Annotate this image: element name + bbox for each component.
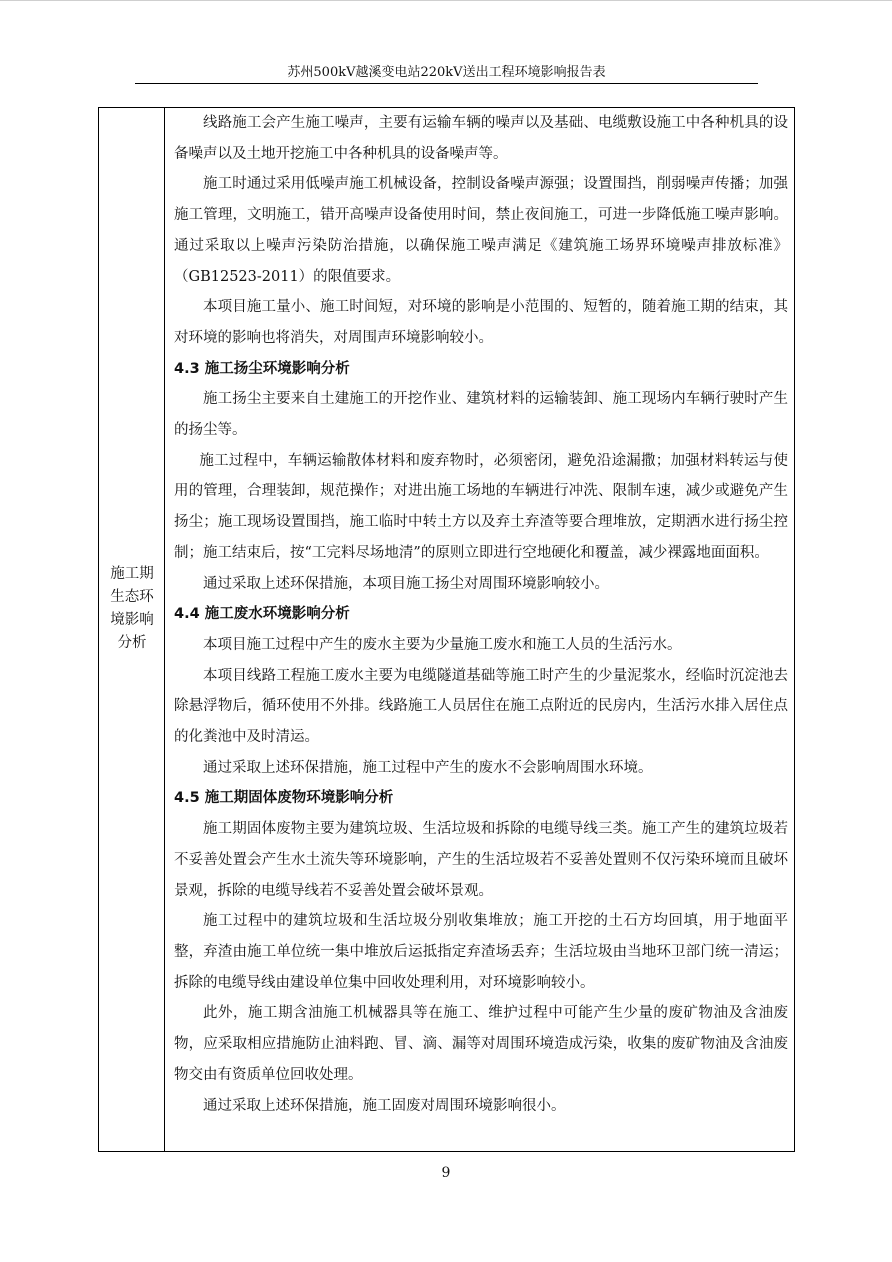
header-rule bbox=[135, 83, 758, 84]
paragraph: 本项目施工量小、施工时间短，对环境的影响是小范围的、短暂的，随着施工期的结束，其对环境的影响也将消失，对周围声环境影响较小。 bbox=[174, 299, 788, 346]
paragraph: 通过采取上述环保措施，本项目施工扬尘对周围环境影响较小。 bbox=[203, 575, 609, 592]
paragraph: 施工过程中的建筑垃圾和生活垃圾分别收集堆放；施工开挖的土石方均回填，用于地面平整，弃渣由施工单位统一集中堆放后运抵指定弃渣场丢弃；生活垃圾由当地环卫部门统一清运；拆除的电缆导线由建设单位集中回收处理利用，对环境影响较小。 bbox=[174, 913, 788, 991]
page-top-border bbox=[0, 0, 892, 1]
section-heading: 4.5 施工期固体废物环境影响分析 bbox=[174, 790, 394, 807]
paragraph: 施工期固体废物主要为建筑垃圾、生活垃圾和拆除的电缆导线三类。施工产生的建筑垃圾若不妥善处置会产生水土流失等环境影响，产生的生活垃圾若不妥善处置则不仅污染环境而且破坏景观，拆除的电缆导线若不妥善处置会破坏景观。 bbox=[174, 821, 788, 899]
page-number: 9 bbox=[441, 1165, 451, 1181]
paragraph: 通过采取上述环保措施，施工过程中产生的废水不会影响周围水环境。 bbox=[203, 759, 653, 776]
paragraph: 此外，施工期含油施工机械器具等在施工、维护过程中可能产生少量的废矿物油及含油废物，应采取相应措施防止油料跑、冒、滴、漏等对周围环境造成污染，收集的废矿物油及含油废物交由有资质单位回收处理。 bbox=[174, 1005, 788, 1083]
content-table bbox=[98, 107, 795, 1152]
paragraph: 施工扬尘主要来自土建施工的开挖作业、建筑材料的运输装卸、施工现场内车辆行驶时产生的扬尘等。 bbox=[174, 391, 788, 439]
table-content-cell bbox=[174, 108, 788, 1121]
paragraph: 本项目施工过程中产生的废水主要为少量施工废水和施工人员的生活污水。 bbox=[203, 636, 682, 653]
paragraph: 施工时通过采用低噪声施工机械设备，控制设备噪声源强；设置围挡，削弱噪声传播；加强施工管理，文明施工，错开高噪声设备使用时间，禁止夜间施工，可进一步降低施工噪声影响。通过采取以上噪声污染防治措施，以确保施工噪声满足《建筑施工场界环境噪声排放标准》（GB12523-2011）的限值要求。 bbox=[174, 176, 788, 285]
section-heading: 4.3 施工扬尘环境影响分析 bbox=[174, 360, 350, 377]
section-label-line: 分析 bbox=[117, 635, 147, 651]
section-heading: 4.4 施工废水环境影响分析 bbox=[174, 606, 350, 623]
section-label bbox=[99, 563, 165, 655]
paragraph: 线路施工会产生施工噪声，主要有运输车辆的噪声以及基础、电缆敷设施工中各种机具的设备噪声以及土地开挖施工中各种机具的设备噪声等。 bbox=[174, 115, 788, 162]
section-label-line: 生态环 bbox=[110, 589, 154, 605]
table-left-column bbox=[99, 108, 165, 1151]
page-header-title: 苏州500kV越溪变电站220kV送出工程环境影响报告表 bbox=[287, 65, 606, 80]
section-label-line: 境影响 bbox=[110, 612, 154, 628]
paragraph: 本项目线路工程施工废水主要为电缆隧道基础等施工时产生的少量泥浆水，经临时沉淀池去除悬浮物后，循环使用不外排。线路施工人员居住在施工点附近的民房内，生活污水排入居住点的化粪池中及时清运。 bbox=[174, 667, 788, 746]
paragraph: 施工过程中，车辆运输散体材料和废弃物时，必须密闭，避免沿途漏撒；加强材料转运与使用的管理，合理装卸，规范操作；对进出施工场地的车辆进行冲洗、限制车速，减少或避免产生扬尘；施工现场设置围挡，施工临时中转土方以及弃土弃渣等要合理堆放，定期洒水进行扬尘控制；施工结束后，按“工完料尽场地清”的原则立即进行空地硬化和覆盖，减少裸露地面面积。 bbox=[174, 452, 788, 561]
paragraph: 通过采取上述环保措施，施工固废对周围环境影响很小。 bbox=[203, 1097, 566, 1114]
section-label-line: 施工期 bbox=[110, 566, 154, 582]
